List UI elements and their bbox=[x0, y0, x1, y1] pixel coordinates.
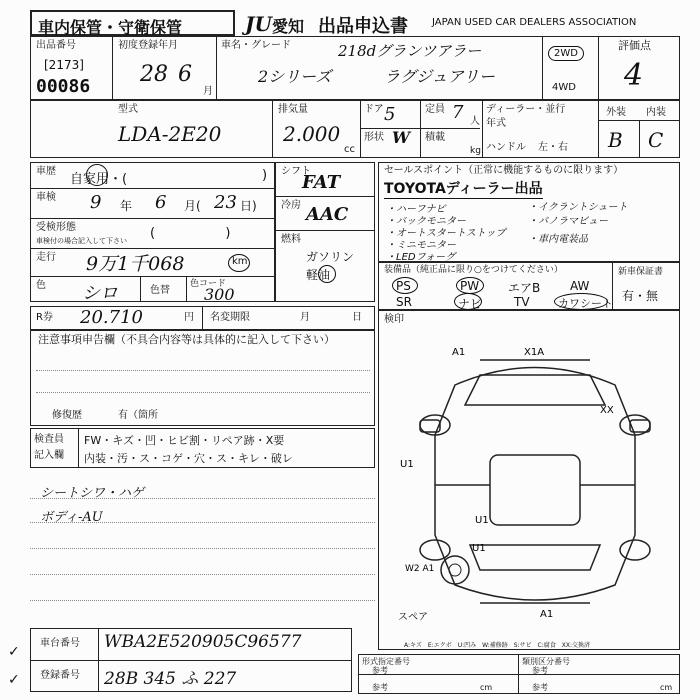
equip-sr: SR bbox=[396, 295, 412, 309]
day-paren: 日) bbox=[240, 199, 257, 213]
color-code: 300 bbox=[204, 285, 235, 304]
car-diagram bbox=[400, 345, 670, 620]
diagram-label-0: A1 bbox=[452, 347, 466, 358]
name-change-month: 月 bbox=[300, 312, 310, 323]
chassis-number: WBA2E520905C96577 bbox=[104, 632, 302, 652]
diagram-label-2: XX bbox=[600, 405, 614, 416]
equipment-title: 装備品（純正品に限り○をつけてください） bbox=[384, 265, 563, 275]
shaken-year: 9 bbox=[90, 192, 102, 213]
logo-place: 愛知 bbox=[272, 17, 305, 36]
cm-right: cm bbox=[660, 683, 673, 692]
ac-label: 冷房 bbox=[281, 200, 301, 211]
month-paren: 月( bbox=[184, 199, 201, 213]
rating-value: 4 bbox=[624, 58, 644, 93]
ref-right-1: 参考 bbox=[532, 666, 548, 675]
color-label: 色 bbox=[36, 280, 46, 291]
inspector-entry: 記入欄 bbox=[34, 450, 64, 461]
history-value: 自家用・( bbox=[70, 172, 128, 187]
capacity-value: 7 bbox=[452, 102, 464, 123]
name-change-day: 日 bbox=[352, 312, 362, 323]
month-unit: 月 bbox=[203, 86, 213, 97]
name-change-label: 名変期限 bbox=[210, 312, 250, 323]
door-count: 5 bbox=[384, 104, 396, 125]
equip-airbag: エアB bbox=[508, 281, 541, 295]
inspection-row1: FW・キズ・凹・ヒビ割・リペア跡・X要 bbox=[84, 434, 285, 447]
equip-leather-circle bbox=[554, 293, 608, 310]
interior-label: 内装 bbox=[646, 107, 666, 118]
first-reg-month: 6 bbox=[178, 62, 192, 87]
kg-unit: kg bbox=[470, 146, 481, 156]
reg-number: 28B 345 ふ 227 bbox=[104, 669, 237, 689]
sales-left-4: ・LEDフォーグ bbox=[386, 252, 456, 263]
mileage-value: 9万1千068 bbox=[86, 253, 185, 275]
diagram-label-5: U1 bbox=[472, 543, 486, 554]
category-label: 類別区分番号 bbox=[522, 657, 570, 666]
history-close-paren: ) bbox=[262, 168, 268, 183]
reg-label: 登録番号 bbox=[40, 670, 80, 681]
mileage-label: 走行 bbox=[36, 252, 56, 263]
car-trim: ラグジュアリー bbox=[384, 67, 496, 86]
notes-title: 注意事項申告欄（不具合内容等は具体的に記入して下さい） bbox=[38, 333, 335, 346]
recycle-value: 20.710 bbox=[80, 307, 143, 328]
check-mark-1: ✓ bbox=[8, 644, 20, 660]
lot-number-small: [2173] bbox=[44, 58, 84, 72]
drive-4wd: 4WD bbox=[552, 82, 576, 93]
car-name-label: 車名・グレード bbox=[221, 40, 291, 51]
shaken-month: 6 bbox=[155, 192, 167, 213]
km-unit: km bbox=[232, 256, 248, 267]
exterior-label: 外装 bbox=[606, 107, 626, 118]
shape-label: 形状 bbox=[364, 132, 384, 143]
shaken-day: 23 bbox=[214, 192, 237, 213]
recycle-label: R券 bbox=[36, 312, 53, 323]
diagram-label-1: X1A bbox=[524, 347, 545, 358]
dealer-label: ディーラー・並行 bbox=[486, 104, 566, 115]
ac-value: AAC bbox=[306, 204, 349, 225]
handwritten-note-1: シートシワ・ハゲ bbox=[40, 486, 145, 501]
equip-pw-circle bbox=[456, 277, 484, 294]
sales-title: セールスポイント（正常に機能するものに限ります） bbox=[384, 165, 624, 176]
handle-value: 左・右 bbox=[538, 142, 568, 153]
year-label: 年式 bbox=[486, 118, 506, 129]
sales-right-0: ・イクラントシュート bbox=[528, 202, 628, 213]
shift-value: FAT bbox=[302, 172, 341, 193]
drive-2wd: 2WD bbox=[548, 46, 584, 61]
year-unit: 年 bbox=[120, 199, 133, 213]
car-series: 2シリーズ bbox=[258, 67, 332, 86]
color-value: シロ bbox=[82, 283, 118, 304]
equip-tv: TV bbox=[514, 295, 530, 309]
diagram-label-3: U1 bbox=[400, 459, 414, 470]
displacement-value: 2.000 bbox=[283, 122, 341, 146]
history-label: 車歴 bbox=[36, 166, 56, 177]
interior-grade: C bbox=[648, 128, 664, 152]
receipt-note: 車検付の場合記入して下さい bbox=[36, 237, 127, 245]
diagram-label-4: U1 bbox=[475, 515, 489, 526]
association-name: JAPAN USED CAR DEALERS ASSOCIATION bbox=[432, 17, 637, 28]
shift-label: シフト bbox=[281, 166, 311, 177]
lot-number: 00086 bbox=[36, 76, 91, 97]
sales-left-0: ・ハーフナビ bbox=[386, 204, 446, 215]
equip-leather: カワシート bbox=[558, 297, 613, 310]
form-number-label: 形式指定番号 bbox=[362, 657, 410, 666]
equip-navi-circle bbox=[454, 293, 482, 310]
first-reg-label: 初度登録年月 bbox=[118, 40, 178, 51]
equip-navi: ナビ bbox=[458, 297, 483, 311]
shaken-label: 車検 bbox=[36, 192, 56, 203]
person-unit: 人 bbox=[470, 116, 480, 127]
sales-left-2: ・オートスタートストップ bbox=[386, 228, 506, 239]
load-label: 積載 bbox=[425, 132, 445, 143]
storage-badge: 車内保管・守衛保管 bbox=[30, 10, 235, 36]
sales-right-1: ・パノラマビュー bbox=[528, 216, 608, 227]
lot-number-label: 出品番号 bbox=[36, 40, 76, 51]
handwritten-note-2: ボディ-AU bbox=[40, 510, 103, 525]
handle-label: ハンドル bbox=[486, 142, 526, 153]
page-title: 出品申込書 bbox=[318, 16, 408, 37]
model-code: LDA-2E20 bbox=[118, 122, 222, 146]
door-label: ドア bbox=[364, 104, 384, 115]
first-reg-year: 28 bbox=[140, 62, 168, 87]
history-circle bbox=[86, 164, 108, 186]
sales-right-2: ・車内電装品 bbox=[528, 234, 588, 245]
receipt-label: 受検形態 bbox=[36, 222, 76, 233]
rating-label: 評価点 bbox=[618, 39, 651, 52]
fuel-circle bbox=[318, 265, 336, 283]
displacement-label: 排気量 bbox=[278, 104, 308, 115]
chassis-label: 車台番号 bbox=[40, 638, 80, 649]
paint-change-label: 色替 bbox=[150, 285, 170, 296]
model-label: 型式 bbox=[118, 104, 138, 115]
diagram-label-7: A1 bbox=[540, 609, 554, 620]
ref-left-2: 参考 bbox=[372, 683, 388, 692]
exterior-grade: B bbox=[608, 128, 623, 152]
fuel-light: 軽油 bbox=[306, 268, 331, 282]
equip-pw: PW bbox=[460, 279, 480, 293]
receipt-paren: ( ) bbox=[150, 226, 231, 241]
shape-value: W bbox=[392, 128, 410, 147]
repair-value: 有（箇所 bbox=[118, 410, 158, 421]
ju-logo: JU bbox=[245, 12, 272, 36]
equip-ps: PS bbox=[396, 279, 411, 293]
ref-left-1: 参考 bbox=[372, 666, 388, 675]
spare-label: スペア bbox=[398, 612, 428, 623]
inspector-label: 検査員 bbox=[34, 434, 64, 445]
yen-unit: 円 bbox=[184, 312, 194, 323]
inspection-row2: 内装・汚・ス・コゲ・穴・ス・キレ・破レ bbox=[84, 452, 293, 465]
car-grade: 218dグランツアラー bbox=[338, 42, 482, 60]
sales-left-1: ・バックモニター bbox=[386, 216, 466, 227]
equip-aw: AW bbox=[570, 279, 590, 293]
equip-ps-circle bbox=[392, 277, 418, 294]
check-mark-2: ✓ bbox=[8, 672, 20, 688]
ref-right-2: 参考 bbox=[532, 683, 548, 692]
km-circle bbox=[228, 254, 250, 272]
repair-label: 修復歴 bbox=[52, 410, 82, 421]
sales-left-3: ・ミニモニター bbox=[386, 240, 456, 251]
fuel-label: 燃料 bbox=[281, 234, 301, 245]
cc-unit: cc bbox=[344, 144, 355, 155]
capacity-label: 定員 bbox=[425, 104, 445, 115]
warranty-label: 新車保証書 bbox=[618, 267, 664, 277]
color-code-label: 色コード bbox=[190, 279, 227, 289]
warranty-value: 有・無 bbox=[622, 289, 659, 303]
fuel-gasoline: ガソリン bbox=[306, 250, 355, 264]
diagram-title: 検印 bbox=[384, 314, 404, 325]
cm-left: cm bbox=[480, 683, 493, 692]
diagram-legend: A:キズ E:エクボ U:凹み W:補修跡 S:サビ C:腐食 XX:交換済 bbox=[404, 642, 591, 649]
dealer-badge: TOYOTAディーラー出品 bbox=[384, 178, 543, 199]
diagram-label-6: W2 A1 bbox=[405, 564, 435, 574]
